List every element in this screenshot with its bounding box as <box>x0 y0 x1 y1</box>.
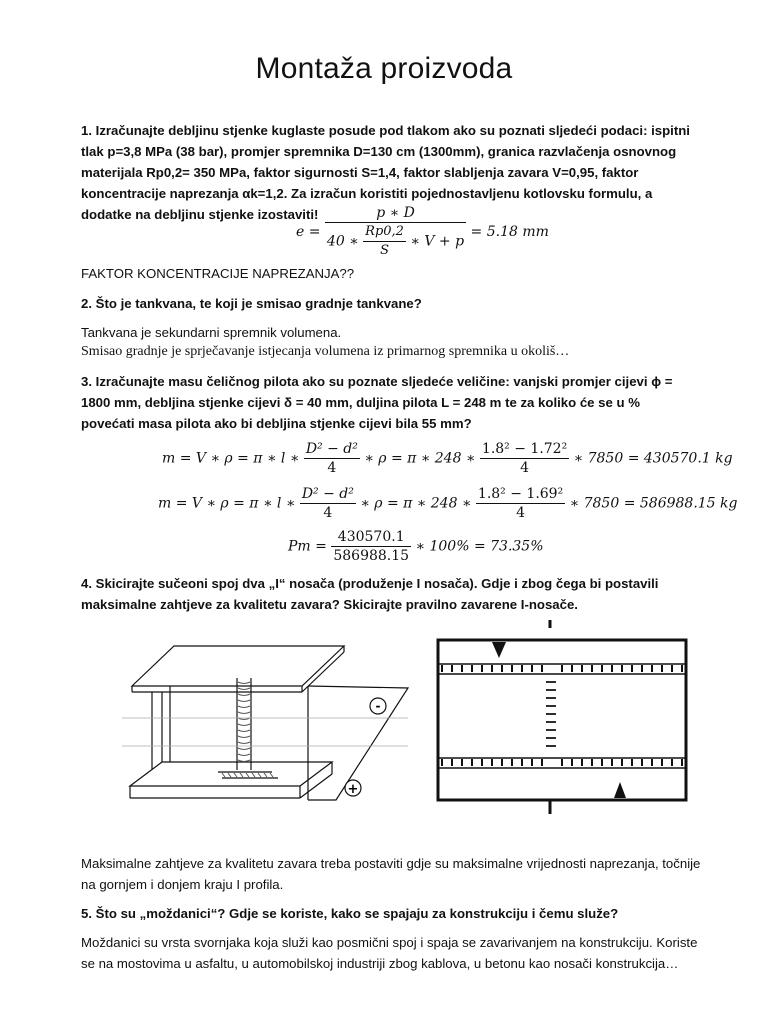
eq3-fraction <box>331 528 411 565</box>
eq1-f1-num: D² − d² <box>305 441 358 457</box>
eq1-tail: ∗ 7850 = 430570.1 kg <box>573 450 733 467</box>
eq2-mid: ∗ ρ = π ∗ 248 ∗ <box>360 495 472 512</box>
question-1: 1. Izračunajte debljinu stjenke kuglaste posude pod tlakom ako su poznati sljedeći podaci: ispitni tlak p=3,8 MPa (38 bar), promjer spremnika D=130 cm (1300mm), granica razvlačenja osnovnog materijala Rp0,2= 350 MPa, faktor sigurnosti S=1,4, faktor slabljenja zavara V=0,95, faktor koncentracije naprezanja αk=1,2. Za izračun koristiti pojednostavljenu kotlovsku formulu, a dodatke na debljinu stjenke izostaviti! <box>81 123 690 222</box>
q2-answer-1: Tankvana je sekundarni spremnik volumena. <box>81 325 342 340</box>
eq3-den: 586988.15 <box>333 548 410 564</box>
formula-fraction <box>325 204 466 260</box>
formula-den-part-b: ∗ V + p <box>410 233 465 250</box>
eq2-f1-den: 4 <box>323 505 333 521</box>
question-3: 3. Izračunajte masu čeličnog pilota ako su poznate sljedeće veličine: vanjski promjer cijevi ϕ = 1800 mm, debljina stjenke cijevi δ = 40 mm, duljina pilota L = 248 m te za koliko će se u % povećati masa pilota ako bi debljina stjenke cijevi bila 55 mm? <box>81 374 673 431</box>
page-title: Montaža proizvoda <box>255 52 513 85</box>
q2-answer-2: Smisao gradnje je sprječavanje istjecanja volumena iz primarnog spremnika u okoliš… <box>81 344 570 359</box>
eq2-lhs: m = V ∗ ρ = π ∗ l ∗ <box>158 495 296 512</box>
formula-inner-den: S <box>380 243 389 258</box>
eq2-f2-num: 1.8² − 1.69² <box>477 486 564 502</box>
formula-lhs: e = <box>296 224 321 240</box>
question-4: 4. Skicirajte sučeoni spoj dva „I“ nosača (produženje I nosača). Gdje i zbog čega bi postavili maksimalne zahtjeve za kvalitetu zavara? Skicirajte pravilno zavarene I-nosače. <box>81 576 659 612</box>
eq2-f2-den: 4 <box>516 505 526 521</box>
q1-note: FAKTOR KONCENTRACIJE NAPREZANJA?? <box>81 266 355 281</box>
eq1-fraction-2 <box>480 440 569 477</box>
eq1-f2-den: 4 <box>520 460 530 476</box>
question-2: 2. Što je tankvana, te koji je smisao gradnje tankvane? <box>81 296 422 311</box>
question-5: 5. Što su „moždanici“? Gdje se koriste, kako se spajaju za konstrukciju i čemu služe? <box>81 906 619 921</box>
eq2-fraction-1 <box>300 485 356 522</box>
stress-plus-label: + <box>347 782 359 797</box>
i-beam-stress-figure <box>122 638 418 810</box>
formula-inner-fraction <box>363 223 406 260</box>
formula-den-part-a: 40 ∗ <box>326 233 359 250</box>
equation-percentage <box>288 528 544 565</box>
eq1-f2-num: 1.8² − 1.72² <box>481 441 568 457</box>
eq2-fraction-2 <box>476 485 565 522</box>
eq2-f1-num: D² − d² <box>301 486 354 502</box>
equation-mass-1 <box>162 440 733 477</box>
formula-inner-num: Rp0,2 <box>363 223 406 242</box>
formula-numerator: p ∗ D <box>325 204 466 223</box>
eq3-num: 430570.1 <box>331 528 411 547</box>
q4-answer: Maksimalne zahtjeve za kvalitetu zavara treba postaviti gdje su maksimalne vrijednosti naprezanja, točnije na gornjem i donjem kraju I profila. <box>81 856 701 892</box>
eq1-fraction-1 <box>304 440 360 477</box>
formula-denominator <box>325 223 466 260</box>
eq1-f1-den: 4 <box>327 460 337 476</box>
equation-mass-2 <box>158 485 738 522</box>
eq3-tail: ∗ 100% = 73.35% <box>415 538 544 555</box>
eq2-tail: ∗ 7850 = 586988.15 kg <box>569 495 738 512</box>
eq1-lhs: m = V ∗ ρ = π ∗ l ∗ <box>162 450 300 467</box>
eq1-mid: ∗ ρ = π ∗ 248 ∗ <box>364 450 476 467</box>
stress-minus-label: - <box>375 699 381 713</box>
formula-result: = 5.18 mm <box>470 224 549 240</box>
welded-i-beam-figure <box>432 618 692 818</box>
formula-wall-thickness <box>296 204 549 260</box>
q5-answer: Moždanici su vrsta svornjaka koja služi kao posmični spoj i spaja se zavarivanjem na konstrukciju. Koriste se na mostovima u asfaltu, u automobilskoj industriji zbog kablova, u betonu kao nosači konstrukcija… <box>81 935 698 971</box>
eq3-lhs: Pm = <box>288 538 327 555</box>
